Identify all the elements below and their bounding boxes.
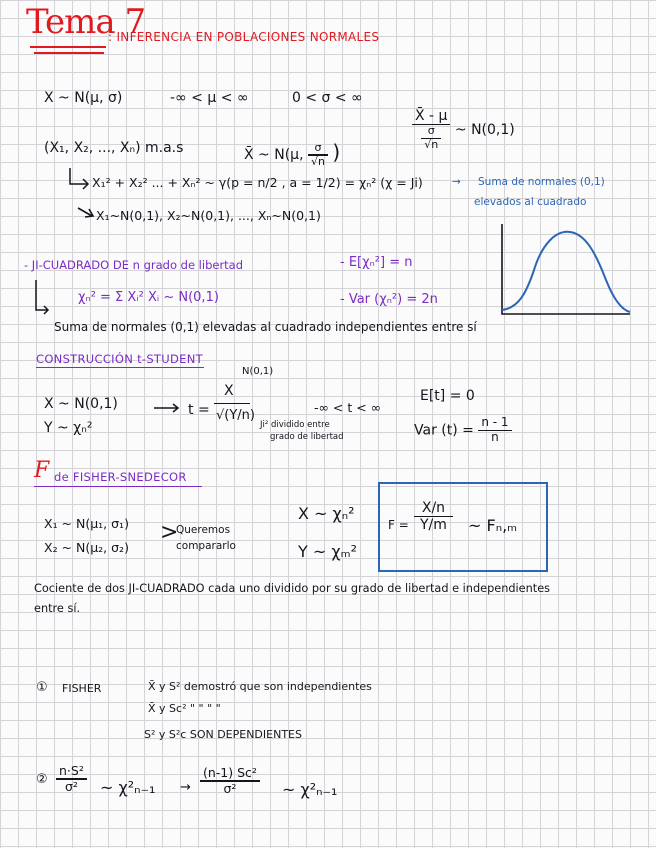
fisher-f-label: F = [388, 518, 409, 532]
standard-fraction [412, 108, 450, 152]
fisher-f-result: ~ Fₙ,ₘ [468, 516, 518, 535]
t-label: t = [188, 402, 210, 418]
xbar-sigma-fraction [308, 142, 328, 168]
note2-fraction-b [200, 766, 260, 796]
chi-note-line1: Suma de normales (0,1) [478, 176, 605, 188]
t-variance-fraction [478, 416, 511, 445]
t-den-note-1: Ji² dividido entre [260, 420, 330, 430]
note2-fraction-a [56, 764, 87, 794]
standard-result: ~ N(0,1) [454, 121, 515, 138]
t-variance [414, 416, 512, 445]
note2-b-num: (n-1) Sc² [203, 765, 257, 780]
ji-definition: χₙ² = Σ Xᵢ² Xᵢ ~ N(0,1) [78, 290, 219, 305]
note1-line2: X̄ y Sc² " " " " [148, 702, 221, 715]
t-student-underline [36, 367, 204, 368]
t-den: √(Y/n) [216, 408, 255, 423]
xbar-sqrtn: √n [310, 154, 325, 168]
ji-summary: Suma de normales (0,1) elevadas al cuadrado independientes entre sí [54, 320, 477, 334]
sample-mas: (X₁, X₂, ..., Xₙ) m.a.s [44, 140, 184, 156]
fisher-x1: X₁ ~ N(μ₁, σ₁) [44, 516, 129, 531]
normal-model: X ~ N(μ, σ) [44, 90, 123, 106]
xbar-dist-left: X̄ ~ N(μ, [244, 147, 304, 163]
chi-note-arrow: → [452, 176, 461, 188]
bell-curve-sketch [494, 224, 636, 320]
hook-arrow-icon-2 [34, 280, 78, 320]
fisher-f-fraction [414, 500, 453, 533]
t-variance-label: Var (t) = [414, 422, 474, 439]
chi-sum: X₁² + X₂² ... + Xₙ² ~ γ(p = n/2 , a = 1/2) = χₙ² (χ = Ji) [92, 175, 423, 190]
standard-den-fraction [421, 125, 441, 151]
fisher-compare-2: compararlo [176, 540, 236, 552]
note2-a-den: σ² [64, 778, 78, 794]
fisher-bracket: > [160, 520, 179, 545]
note1-label: FISHER [62, 682, 102, 695]
note2-number: ② [36, 772, 48, 787]
note2-a-result: ~ χ²ₙ₋₁ [100, 778, 156, 797]
ji-expectation: - E[χₙ²] = n [340, 255, 413, 270]
title-underline-2 [34, 52, 104, 54]
note2-arrow: → [180, 780, 191, 795]
fisher-x2: X₂ ~ N(μ₂, σ₂) [44, 540, 129, 555]
standard-den-sigma: σ [427, 124, 435, 138]
chi-conditions: X₁~N(0,1), X₂~N(0,1), ..., Xₙ~N(0,1) [96, 208, 321, 223]
note2-a-num: n·S² [59, 763, 84, 778]
t-range: -∞ < t < ∞ [314, 400, 382, 415]
t-variance-num: n - 1 [481, 415, 509, 429]
standardization [412, 108, 515, 152]
mu-range: -∞ < μ < ∞ [170, 90, 249, 106]
fisher-underline [34, 486, 202, 487]
sigma-range: 0 < σ < ∞ [292, 90, 363, 106]
arrow-right-icon [76, 206, 98, 220]
note1-line3: S² y S²c SON DEPENDIENTES [144, 728, 302, 741]
t-num: X [224, 383, 234, 399]
fisher-chi-x: X ~ χₙ² [298, 504, 355, 523]
title-underline [30, 46, 106, 48]
note1-line1: X̄ y S² demostró que son independientes [148, 680, 372, 693]
fisher-chi-y: Y ~ χₘ² [298, 542, 357, 561]
t-num-note: N(0,1) [242, 366, 274, 377]
ji-heading: - JI-CUADRADO DE n grado de libertad [24, 258, 244, 272]
standard-den-sqrtn: √n [424, 138, 439, 152]
page-subtitle: : INFERENCIA EN POBLACIONES NORMALES [108, 30, 380, 44]
arrow-right-icon-2 [152, 402, 182, 414]
standard-num: X̄ - μ [415, 108, 448, 124]
fisher-compare-1: Queremos [176, 524, 231, 536]
page-title: Tema 7 [26, 2, 146, 42]
t-student-heading: CONSTRUCCIÓN t-STUDENT [36, 352, 203, 366]
fisher-heading: de FISHER-SNEDECOR [54, 470, 187, 484]
fisher-f-den: Y/m [420, 517, 447, 534]
xbar-distribution: X̄ ~ N(μ, $\frac{\sigma}{√n}$ ) [244, 140, 341, 168]
ji-variance: - Var (χₙ²) = 2n [340, 292, 438, 307]
chi-note-line2: elevados al cuadrado [474, 196, 587, 208]
t-den-note-2: grado de libertad [270, 432, 344, 442]
note2-b-den: σ² [223, 780, 237, 796]
hook-arrow-icon [68, 168, 92, 190]
t-y-dist: Y ~ χₙ² [44, 420, 93, 436]
fisher-f-letter: F [34, 458, 50, 483]
t-expectation: E[t] = 0 [420, 388, 475, 404]
t-x-dist: X ~ N(0,1) [44, 396, 118, 412]
t-variance-den: n [491, 429, 499, 444]
t-fraction-bar [214, 403, 250, 404]
fisher-f-num: X/n [421, 500, 446, 516]
fisher-note-2: entre sí. [34, 602, 81, 615]
note2-b-result: ~ χ²ₙ₋₁ [282, 780, 338, 799]
note1-number: ① [36, 680, 48, 695]
xbar-sigma: σ [314, 140, 322, 154]
fisher-note-1: Cociente de dos JI-CUADRADO cada uno dividido por su grado de libertad e independientes [34, 582, 551, 595]
